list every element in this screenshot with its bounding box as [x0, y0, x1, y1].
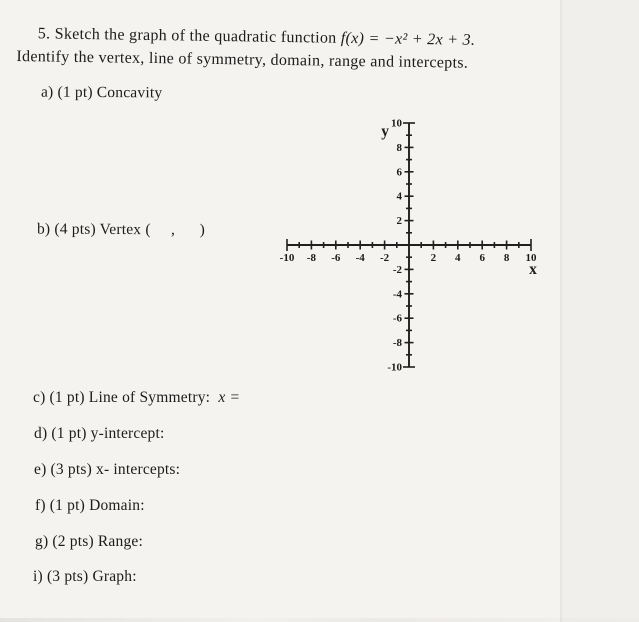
- part-c-line-of-symmetry: [33, 389, 240, 407]
- svg-text:6: 6: [479, 252, 485, 264]
- part-a-concavity: [41, 84, 162, 103]
- svg-text:-6: -6: [331, 252, 341, 264]
- svg-text:-6: -6: [392, 312, 402, 325]
- svg-text:2: 2: [430, 252, 437, 264]
- part-b-label: b) (4 pts) Vertex ( , ): [36, 220, 206, 239]
- part-f-domain: [35, 497, 145, 515]
- part-a-label: a) (1 pt) Concavity: [40, 83, 163, 102]
- svg-text:-8: -8: [392, 337, 402, 350]
- svg-text:10: 10: [391, 117, 402, 130]
- svg-text:2: 2: [396, 215, 402, 228]
- part-e-x-intercepts: [34, 461, 180, 479]
- svg-text:4: 4: [396, 190, 402, 203]
- svg-text:4: 4: [455, 252, 461, 264]
- svg-text:y: y: [381, 123, 389, 140]
- empty-axes-plot: [270, 108, 562, 390]
- statement-text: 5. Sketch the graph of the quadratic function: [37, 25, 341, 47]
- svg-text:-8: -8: [306, 252, 316, 264]
- svg-text:x: x: [529, 261, 537, 278]
- svg-text:-4: -4: [392, 288, 402, 301]
- problem-statement-line2: Identify the vertex, line of symmetry, domain, range and intercepts.: [16, 47, 469, 72]
- part-i-label: i) (3 pts) Graph:: [33, 568, 137, 585]
- svg-text:-10: -10: [387, 361, 402, 374]
- svg-text:-2: -2: [380, 252, 390, 264]
- part-d-y-intercept: [34, 425, 165, 443]
- part-f-label: f) (1 pt) Domain:: [35, 497, 145, 514]
- svg-text:-4: -4: [355, 252, 365, 264]
- svg-text:8: 8: [503, 252, 510, 264]
- part-c-label: c) (1 pt) Line of Symmetry:: [33, 389, 219, 406]
- problem-statement: [16, 22, 617, 77]
- part-b-vertex: [37, 221, 205, 240]
- part-d-label: d) (1 pt) y-intercept:: [34, 425, 165, 442]
- quadratic-function-expression: f(x) = −x² + 2x + 3.: [340, 29, 476, 49]
- svg-text:8: 8: [396, 141, 402, 154]
- part-i-graph: [33, 568, 137, 586]
- coordinate-grid: [270, 108, 562, 390]
- scan-artifact-smudge: [0, 618, 639, 622]
- part-e-label: e) (3 pts) x- intercepts:: [34, 461, 181, 478]
- svg-text:-2: -2: [392, 263, 402, 276]
- scan-artifact-shade: [562, 0, 639, 622]
- part-g-label: g) (2 pts) Range:: [35, 533, 144, 550]
- svg-text:6: 6: [396, 166, 402, 179]
- part-c-math: x =: [218, 389, 241, 406]
- svg-text:10: 10: [525, 252, 537, 264]
- part-g-range: [35, 533, 143, 551]
- svg-text:-10: -10: [279, 252, 295, 264]
